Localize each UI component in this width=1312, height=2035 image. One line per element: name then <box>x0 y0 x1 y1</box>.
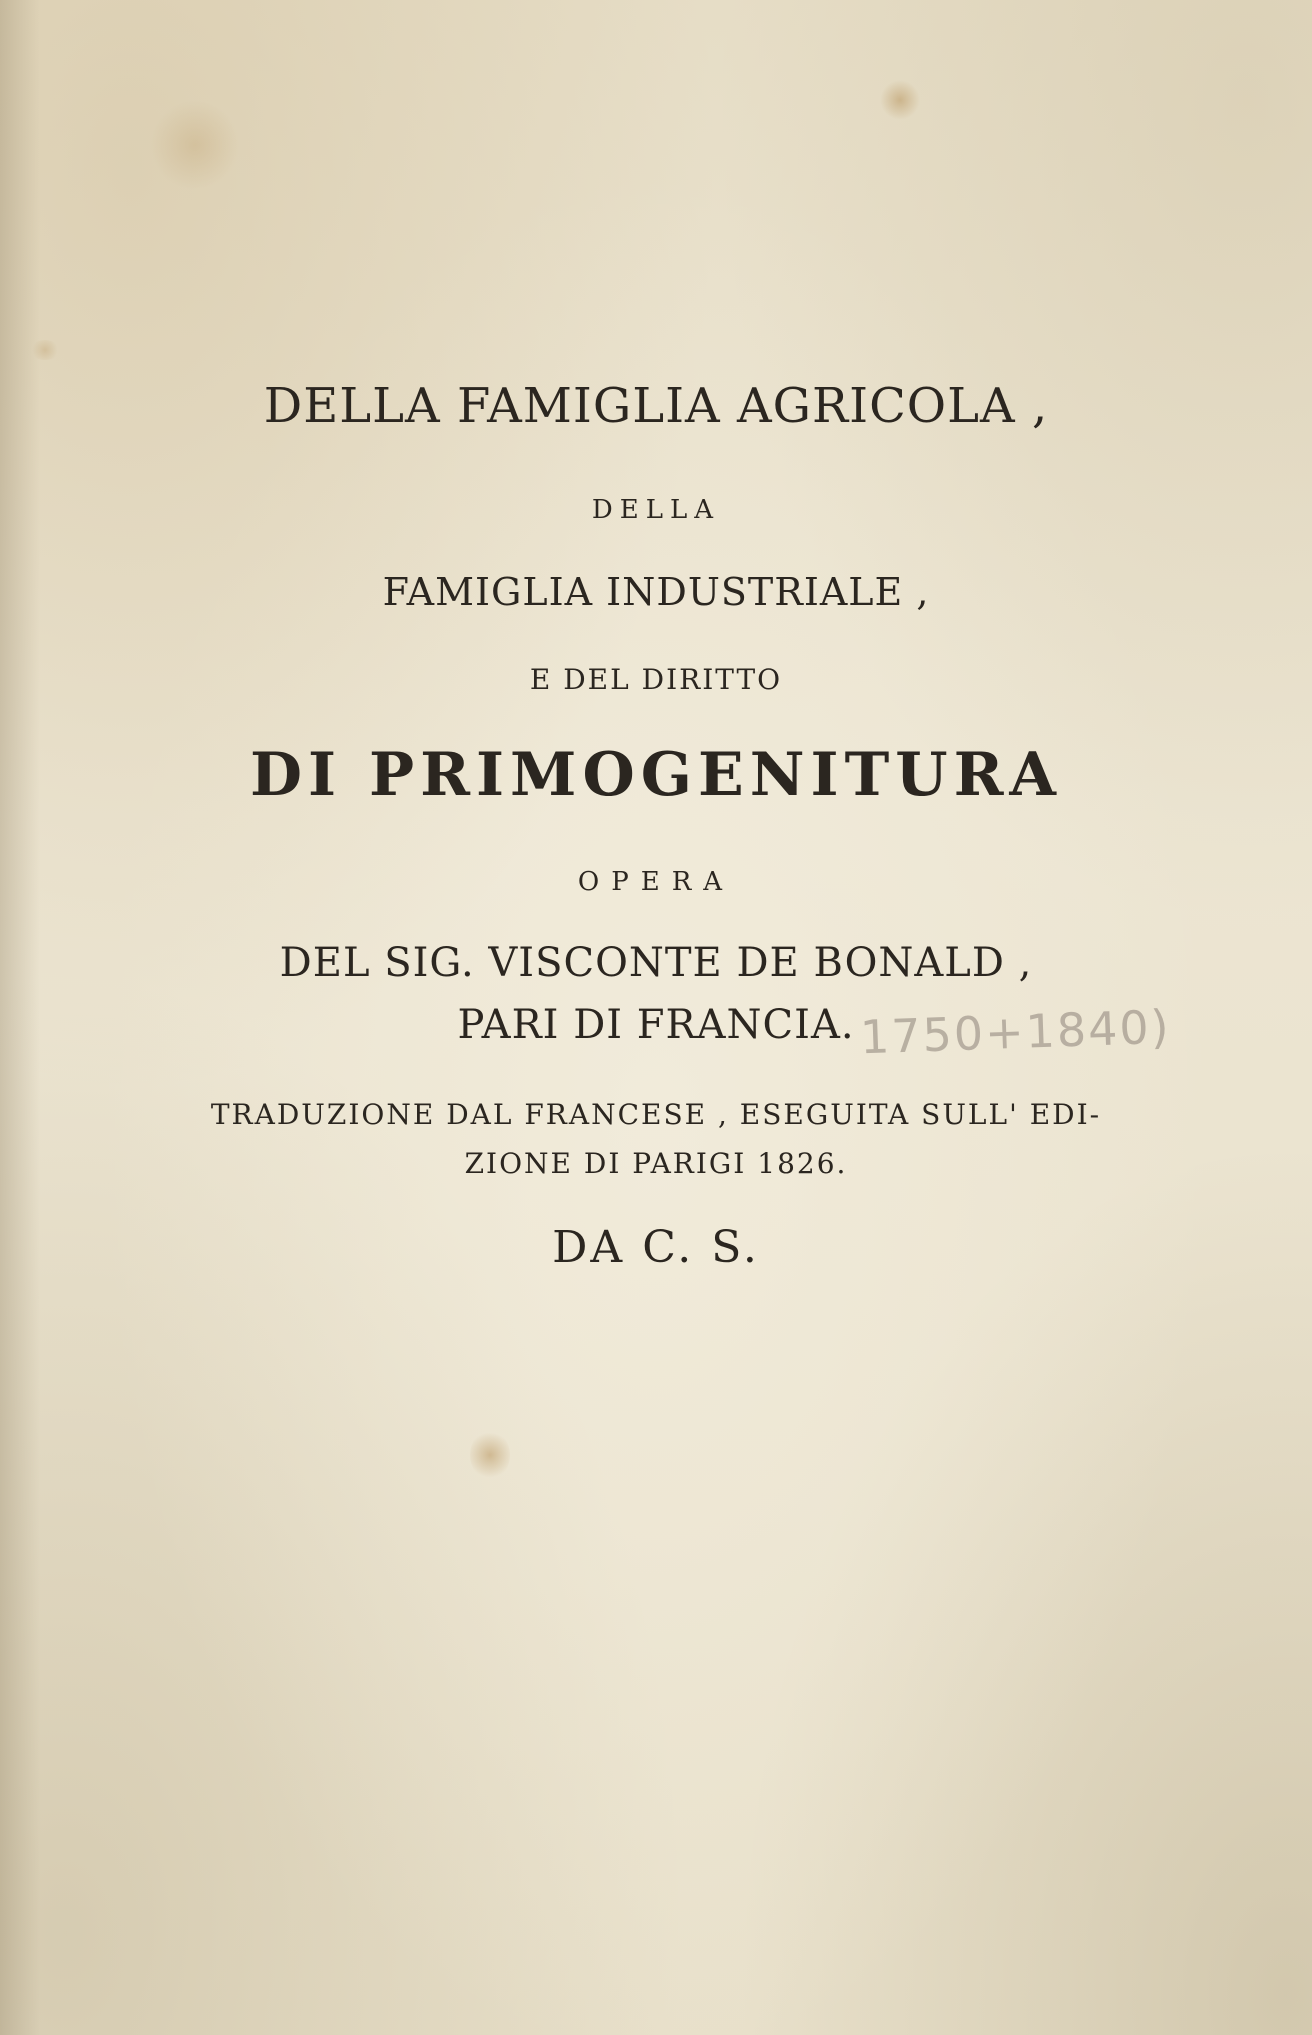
foxing-stain <box>470 1430 510 1480</box>
author-title-line: PARI DI FRANCIA. <box>457 1002 855 1048</box>
translation-note-line-1: TRADUZIONE DAL FRANCESE , ESEGUITA SULL' EDI- <box>210 1098 1102 1131</box>
handwritten-pencil-note: 1750+1840) <box>859 999 1172 1065</box>
title-line-famiglia-agricola: DELLA FAMIGLIA AGRICOLA , <box>263 378 1049 434</box>
title-line-e-del-diritto: E DEL DIRITTO <box>529 663 783 696</box>
author-line: DEL SIG. VISCONTE DE BONALD , <box>279 940 1033 986</box>
title-line-primogenitura: DI PRIMOGENITURA <box>250 740 1062 810</box>
foxing-stain <box>150 100 240 190</box>
title-line-opera: OPERA <box>577 867 735 897</box>
foxing-stain <box>880 80 920 120</box>
title-line-della: DELLA <box>591 495 721 525</box>
translation-note-line-2: ZIONE DI PARIGI 1826. <box>464 1147 848 1180</box>
foxing-stain <box>30 340 60 360</box>
title-line-famiglia-industriale: FAMIGLIA INDUSTRIALE , <box>382 570 930 614</box>
translator-line: DA C. S. <box>552 1222 760 1273</box>
